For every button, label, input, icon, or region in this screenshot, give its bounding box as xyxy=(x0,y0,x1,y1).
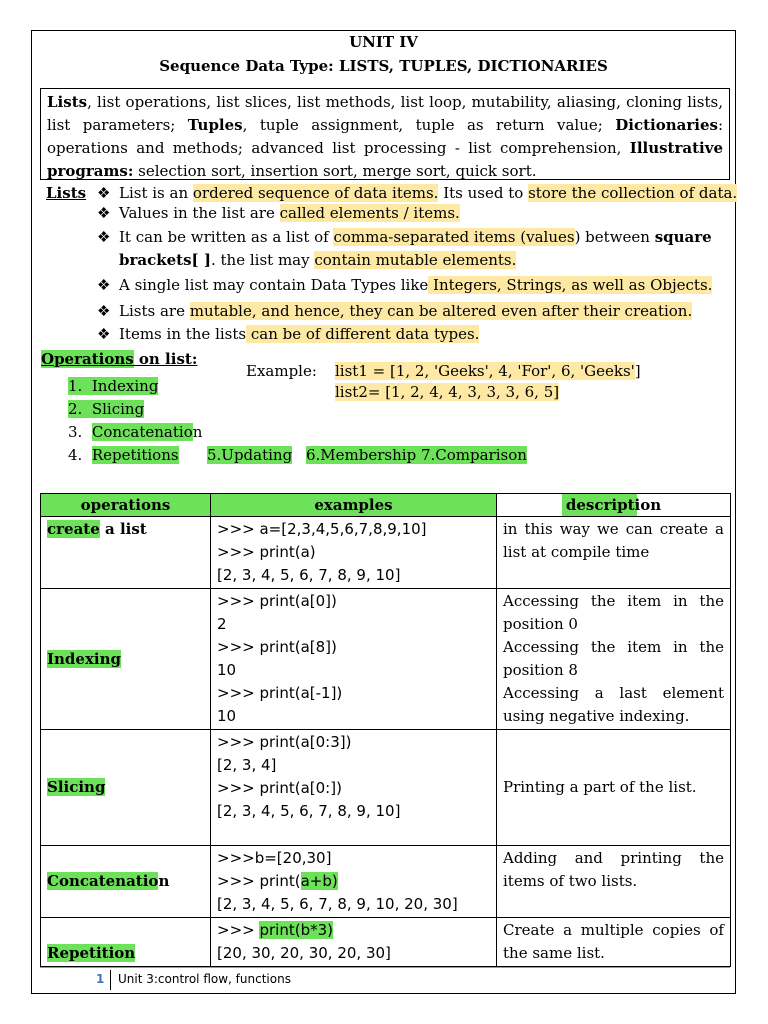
op-cell: Repetition xyxy=(41,918,211,967)
table-row xyxy=(41,846,731,918)
op-item-2: 2. Slicing xyxy=(68,400,145,418)
table-row xyxy=(41,730,731,846)
desc-cell: Accessing the item in the position 0 Accessing the item in the position 8 Accessing a last element using negative indexing. xyxy=(497,589,731,730)
abstract-text-4: selection sort, insertion sort, merge sort, quick sort. xyxy=(133,162,537,180)
table-header-row xyxy=(41,494,731,517)
diamond-bullet-icon: ❖ xyxy=(97,302,111,320)
desc-cell: Create a multiple copies of the same list. xyxy=(497,918,731,967)
header-examples: examples xyxy=(211,494,497,517)
abstract-tuples: Tuples xyxy=(187,116,243,134)
page-subtitle: Sequence Data Type: LISTS, TUPLES, DICTIONARIES xyxy=(159,57,608,75)
footer-separator xyxy=(110,970,111,990)
table-row xyxy=(41,589,731,730)
example-list2: list2= [1, 2, 4, 4, 3, 3, 3, 6, 5] xyxy=(335,383,560,401)
desc-cell: Adding and printing the items of two lists. xyxy=(497,846,731,918)
op-item-4: 4. Repetitions xyxy=(68,446,179,464)
diamond-bullet-icon: ❖ xyxy=(97,276,111,294)
example-label: Example: xyxy=(246,362,317,380)
examples-cell: >>> print(b*3) [20, 30, 20, 30, 20, 30] xyxy=(211,918,497,967)
op-cell: Indexing xyxy=(41,589,211,730)
bullet-3: ❖ It can be written as a list of comma-separated items (values) between square xyxy=(97,228,712,246)
header-description: description xyxy=(497,494,731,517)
example-list1: list1 = [1, 2, 'Geeks', 4, 'For', 6, 'Geeks'] xyxy=(335,362,641,380)
op-cell: Slicing xyxy=(41,730,211,846)
bullet-4: ❖ A single list may contain Data Types like Integers, Strings, as well as Objects. xyxy=(97,276,713,294)
header-operations: operations xyxy=(41,494,211,517)
examples-cell: >>>b=[20,30] >>> print(a+b) [2, 3, 4, 5, 6, 7, 8, 9, 10, 20, 30] xyxy=(211,846,497,918)
examples-cell: >>> print(a[0:3]) [2, 3, 4] >>> print(a[0:]) [2, 3, 4, 5, 6, 7, 8, 9, 10] xyxy=(211,730,497,846)
abstract-dicts: Dictionaries xyxy=(615,116,718,134)
footer-text: Unit 3:control flow, functions xyxy=(118,972,291,986)
bullet-5: ❖ Lists are mutable, and hence, they can be altered even after their creation. xyxy=(97,302,693,320)
abstract-illus: Illustrative programs: xyxy=(47,139,723,180)
desc-cell: Printing a part of the list. xyxy=(497,730,731,846)
op-item-5: 5.Updating xyxy=(207,446,293,464)
abstract-text-1: , list operations, list slices, list methods, list loop, mutability, aliasing, cloning lists, list parameters; xyxy=(47,93,723,134)
desc-cell: in this way we can create a list at compile time xyxy=(497,517,731,589)
examples-cell: >>> a=[2,3,4,5,6,7,8,9,10] >>> print(a) [2, 3, 4, 5, 6, 7, 8, 9, 10] xyxy=(211,517,497,589)
diamond-bullet-icon: ❖ xyxy=(97,228,111,246)
bullet-1: ❖ List is an ordered sequence of data items. Its used to store the collection of data. xyxy=(97,184,738,202)
page-number: 1 xyxy=(96,972,105,986)
table-row xyxy=(41,517,731,589)
diamond-bullet-icon: ❖ xyxy=(97,184,111,202)
bullet-3-line-2: brackets[ ]. the list may contain mutable elements. xyxy=(119,251,517,269)
abstract-text-3: : operations and methods; advanced list processing - list comprehension, xyxy=(47,116,723,157)
op-item-3: 3. Concatenation xyxy=(68,423,203,441)
operations-table xyxy=(40,493,731,967)
op-cell: create a list xyxy=(41,517,211,589)
footer-rule xyxy=(40,967,730,968)
bullet-6: ❖ Items in the lists can be of different data types. xyxy=(97,325,480,343)
op-item-1: 1. Indexing xyxy=(68,377,159,395)
lists-label: Lists xyxy=(46,184,87,202)
diamond-bullet-icon: ❖ xyxy=(97,325,111,343)
operations-heading: Operations on list: xyxy=(41,350,198,368)
diamond-bullet-icon: ❖ xyxy=(97,204,111,222)
bullet-2: ❖ Values in the list are called elements / items. xyxy=(97,204,460,222)
examples-cell: >>> print(a[0]) 2 >>> print(a[8]) 10 >>> print(a[-1]) 10 xyxy=(211,589,497,730)
op-cell: Concatenation xyxy=(41,846,211,918)
abstract-text-2: , tuple assignment, tuple as return value; xyxy=(242,116,616,134)
abstract-lists: Lists xyxy=(47,93,88,111)
table-row xyxy=(41,918,731,967)
op-item-6-7: 6.Membership 7.Comparison xyxy=(306,446,527,464)
unit-title: UNIT IV xyxy=(349,33,418,51)
syllabus-box xyxy=(40,88,730,180)
